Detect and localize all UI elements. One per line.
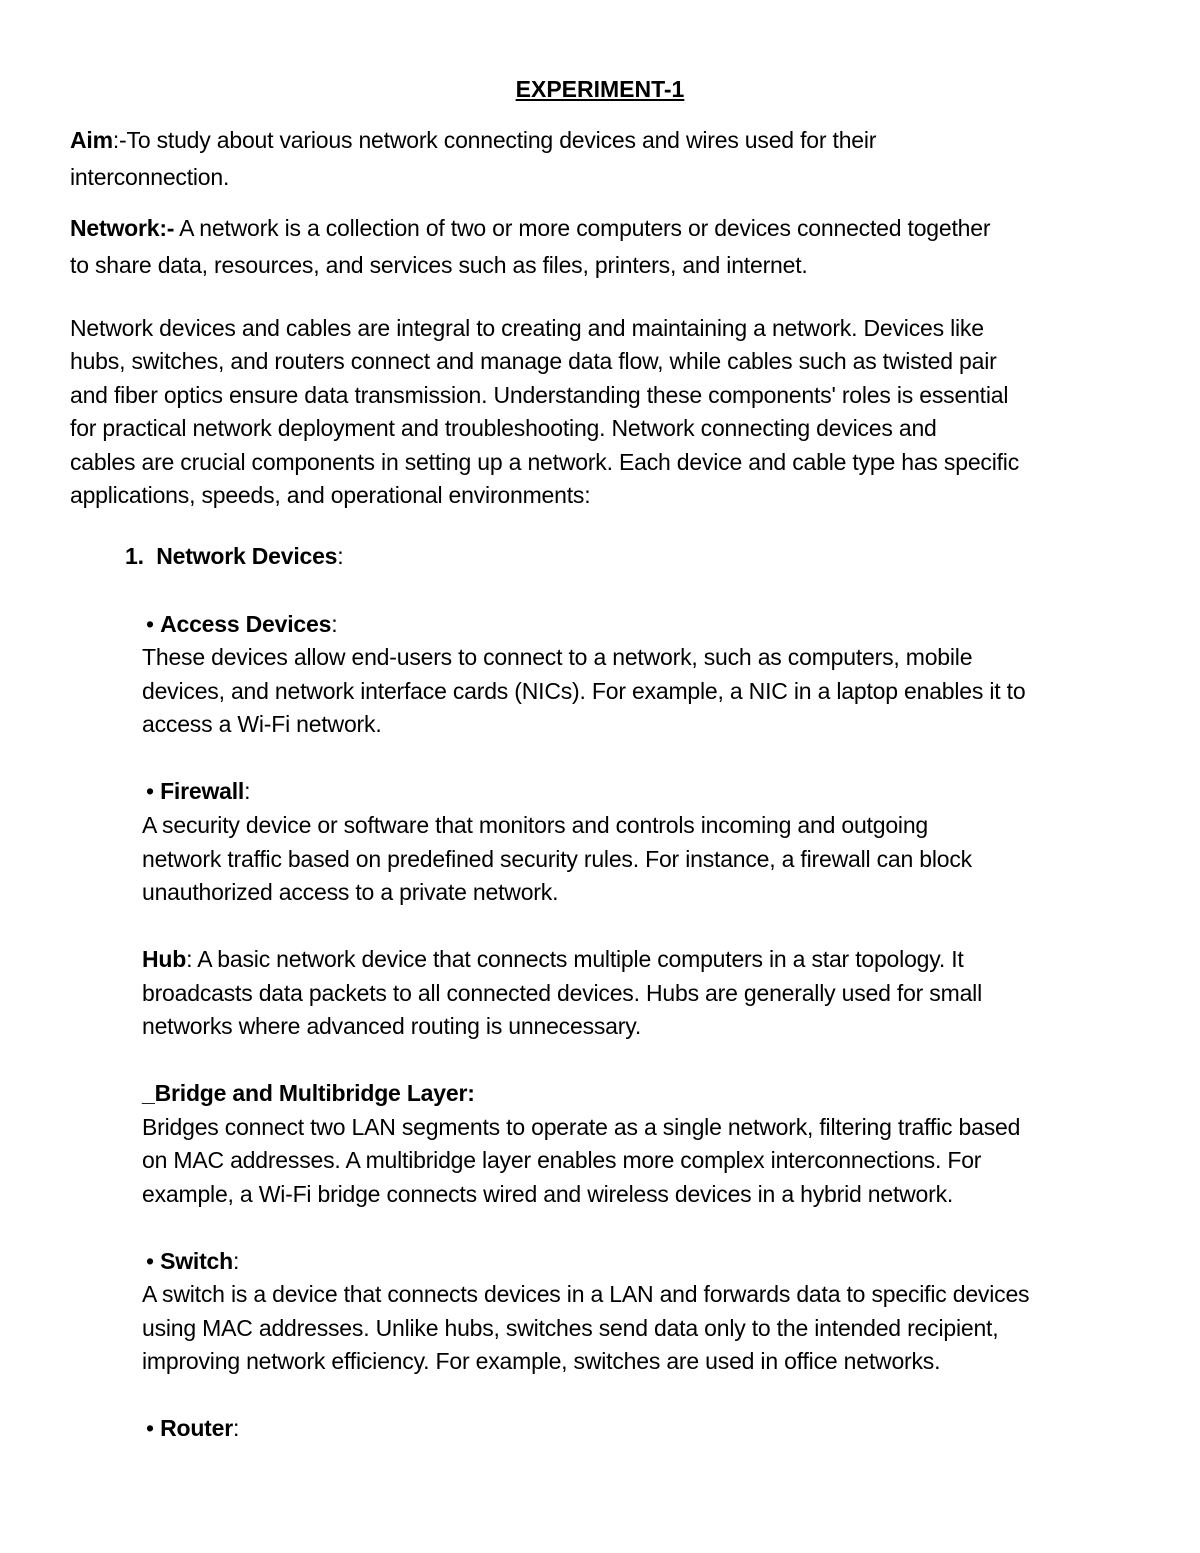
aim-separator: :- bbox=[112, 127, 127, 153]
section-number: 1. bbox=[125, 543, 144, 569]
intro-line: applications, speeds, and operational environments: bbox=[70, 482, 591, 508]
intro-line: Network devices and cables are integral to creating and maintaining a network. Devices like bbox=[70, 315, 984, 341]
router-label: Router bbox=[160, 1415, 233, 1441]
bullet-icon: • bbox=[146, 1248, 154, 1274]
heading-colon: : bbox=[244, 778, 251, 804]
router-heading bbox=[146, 1413, 239, 1443]
network-text: A network is a collection of two or more computers or devices connected together bbox=[174, 215, 991, 241]
hub-colon: : bbox=[186, 946, 193, 972]
firewall-line: A security device or software that monitors and controls incoming and outgoing bbox=[142, 812, 928, 838]
switch-line: using MAC addresses. Unlike hubs, switches send data only to the intended recipient, bbox=[142, 1315, 999, 1341]
firewall-line: network traffic based on predefined security rules. For instance, a firewall can block bbox=[142, 846, 972, 872]
intro-line: for practical network deployment and troubleshooting. Network connecting devices and bbox=[70, 415, 937, 441]
network-line-1 bbox=[70, 213, 990, 243]
bridge-line: on MAC addresses. A multibridge layer enables more complex interconnections. For bbox=[142, 1147, 982, 1173]
intro-line: cables are crucial components in setting up a network. Each device and cable type has specific bbox=[70, 449, 1020, 475]
access-devices-label: Access Devices bbox=[160, 611, 332, 637]
firewall-heading bbox=[146, 776, 250, 806]
hub-line: broadcasts data packets to all connected devices. Hubs are generally used for small bbox=[142, 980, 982, 1006]
bullet-icon: • bbox=[146, 1415, 154, 1441]
access-devices-heading bbox=[146, 609, 337, 639]
hub-text: A basic network device that connects multiple computers in a star topology. It bbox=[192, 946, 964, 972]
access-line: devices, and network interface cards (NICs). For example, a NIC in a laptop enables it to bbox=[142, 678, 1026, 704]
bridge-line: example, a Wi-Fi bridge connects wired and wireless devices in a hybrid network. bbox=[142, 1181, 954, 1207]
intro-line: and fiber optics ensure data transmission. Understanding these components' roles is essential bbox=[70, 382, 1009, 408]
intro-line: hubs, switches, and routers connect and manage data flow, while cables such as twisted pair bbox=[70, 348, 997, 374]
access-line: These devices allow end-users to connect to a network, such as computers, mobile bbox=[142, 644, 973, 670]
section-colon: : bbox=[337, 543, 344, 569]
heading-colon: : bbox=[232, 1415, 240, 1441]
hub-label: Hub bbox=[142, 946, 187, 972]
switch-line: improving network efficiency. For example, switches are used in office networks. bbox=[142, 1348, 941, 1374]
switch-label: Switch bbox=[160, 1248, 233, 1274]
switch-heading bbox=[146, 1246, 239, 1276]
heading-colon: : bbox=[232, 1248, 240, 1274]
switch-line: A switch is a device that connects devices in a LAN and forwards data to specific devices bbox=[142, 1281, 1030, 1307]
bullet-icon: • bbox=[146, 611, 154, 637]
hub-line: networks where advanced routing is unnecessary. bbox=[142, 1013, 642, 1039]
section-heading-network-devices bbox=[125, 541, 343, 571]
bullet-icon: • bbox=[146, 778, 154, 804]
page-title: EXPERIMENT-1 bbox=[515, 76, 685, 102]
bridge-heading: _Bridge and Multibridge Layer: bbox=[142, 1080, 475, 1106]
firewall-label: Firewall bbox=[160, 778, 245, 804]
bridge-line: Bridges connect two LAN segments to operate as a single network, filtering traffic based bbox=[142, 1114, 1021, 1140]
aim-label: Aim bbox=[70, 127, 113, 153]
heading-colon: : bbox=[331, 611, 338, 637]
network-separator: :- bbox=[159, 215, 175, 241]
aim-text: To study about various network connecting devices and wires used for their bbox=[126, 127, 877, 153]
network-line-2: to share data, resources, and services such as files, printers, and internet. bbox=[70, 252, 808, 278]
network-label: Network bbox=[70, 215, 160, 241]
aim-line-1 bbox=[70, 125, 876, 155]
section-label: Network Devices bbox=[156, 543, 338, 569]
access-line: access a Wi-Fi network. bbox=[142, 711, 382, 737]
firewall-line: unauthorized access to a private network. bbox=[142, 879, 559, 905]
aim-line-2: interconnection. bbox=[70, 164, 230, 190]
hub-line-1 bbox=[142, 944, 964, 974]
